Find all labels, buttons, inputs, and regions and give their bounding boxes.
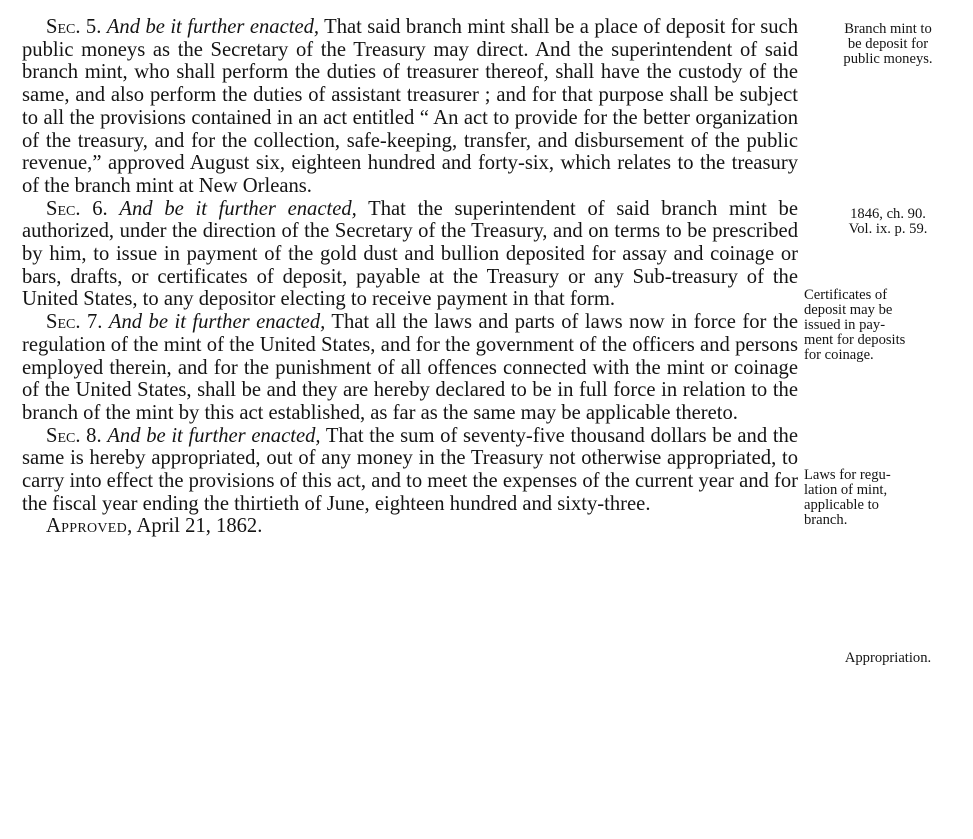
enacting-clause: And be it further enacted, [108, 311, 326, 334]
section-number: Sec. 7. [46, 311, 103, 334]
approved-label: Approved, [46, 515, 133, 538]
enacting-clause: And be it further enacted, [107, 424, 321, 447]
enacting-clause: And be it further enacted, [119, 197, 357, 220]
section-number: Sec. 8. [46, 424, 102, 447]
approval-line [22, 515, 798, 538]
statute-text [22, 16, 798, 538]
margin-note-appropriation: Appropriation. [844, 650, 932, 666]
section-8 [22, 425, 798, 516]
section-5 [22, 16, 798, 198]
margin-note-citation: 1846, ch. 90. Vol. ix. p. 59. [848, 206, 928, 237]
section-number: Sec. 6. [46, 197, 108, 220]
section-6 [22, 198, 798, 312]
section-text: That all the laws and parts of laws now in force for the regulation of the mint of the United States, and for the government of the officers and persons employed therein, and for the punishment of all offences connected with the mint or coinage of the United States, shall be and they are hereby declared to be in full force in relation to the branch of the mint by this act established, as far as the same may be applicable thereto. [22, 311, 798, 424]
approval-date: April 21, 1862. [132, 515, 263, 538]
enacting-clause: And be it further enacted, [106, 16, 320, 38]
margin-note-certificates: Certificates of deposit may be issued in pay- ment for deposits for coinage. [804, 287, 906, 363]
margin-note-laws: Laws for regu- lation of mint, applicable to branch. [804, 467, 891, 528]
section-text: That said branch mint shall be a place of deposit for such public moneys as the Secretary of the Treasury may direct. And the superintendent of said branch mint, who shall perform the duties of treasurer thereof, shall have the custody of the same, and also perform the duties of assistant treasurer ; and for that purpose shall be subject to all the provisions contained in an act entitled “ An act to provide for the better organization of the treasury, and for the collection, safe-keeping, transfer, and disbursement of the public revenue,” approved August six, eighteen hundred and forty-six, which relates to the treasury of the branch mint at New Orleans. [22, 16, 798, 197]
section-text: That the sum of seventy-five thousand dollars be and the same is hereby appropriated, out of any money in the Treasury not otherwise appropriated, to carry into effect the provisions of this act, and to meet the expenses of the current year and for the fiscal year ending the thirtieth of June, eighteen hundred and sixty-three. [22, 424, 798, 515]
section-7 [22, 311, 798, 425]
margin-note-branch-mint: Branch mint to be deposit for public moneys. [843, 21, 933, 67]
section-number: Sec. 5. [46, 16, 102, 38]
section-text: That the superintendent of said branch mint be authorized, under the direction of the Secretary of the Treasury, and on terms to be prescribed by him, to issue in payment of the gold dust and bullion deposited for assay and coinage or bars, drafts, or certificates of deposit, payable at the Treasury or any Sub-treasury of the United States, to any depositor electing to receive payment in that form. [22, 197, 798, 311]
